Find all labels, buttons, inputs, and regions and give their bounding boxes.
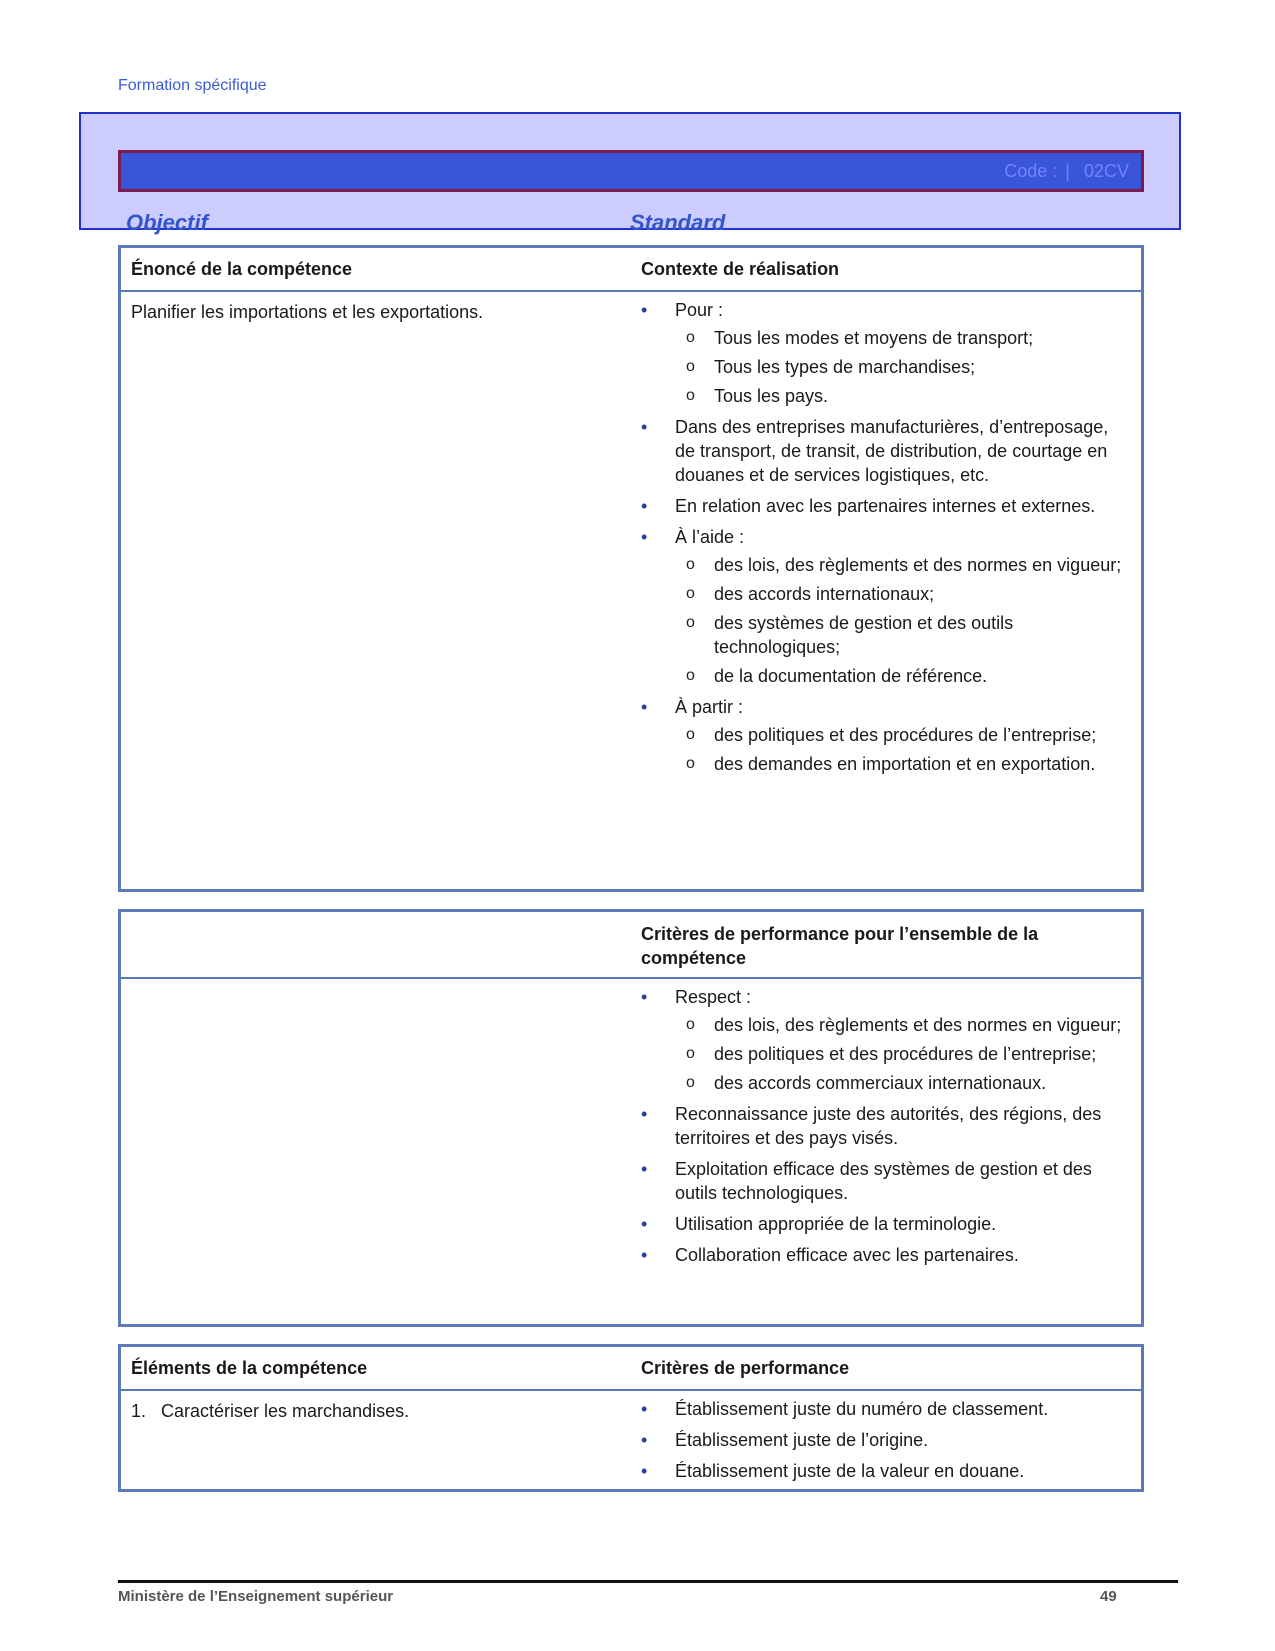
overall-criteria-header: Critères de performance pour l’ensemble de la compétence	[641, 924, 1039, 968]
list-item: o des lois, des règlements et des normes en vigueur;	[641, 1013, 1131, 1037]
table-header	[121, 248, 1141, 292]
code-bar	[118, 150, 1144, 192]
list-item: • Dans des entreprises manufacturières, d’entreposage, de transport, de transit, de distribution, de courtage en douanes et de services logistiques, etc.	[641, 415, 1131, 487]
list-item: • Collaboration efficace avec les partenaires.	[641, 1243, 1131, 1267]
list-item: o Tous les modes et moyens de transport;	[641, 326, 1131, 350]
table-header	[121, 912, 1141, 979]
list-item: o des accords commerciaux internationaux.	[641, 1071, 1131, 1095]
list-item: • Établissement juste du numéro de classement.	[641, 1397, 1131, 1421]
list-item: • À partir : o des politiques et des procédures de l’entreprise; o des demandes en importation et en exportation.	[641, 695, 1131, 776]
list-item: o des systèmes de gestion et des outils technologiques;	[641, 611, 1131, 659]
list-item: • En relation avec les partenaires internes et externes.	[641, 494, 1131, 518]
list-item: • Reconnaissance juste des autorités, des régions, des territoires et des pays visés.	[641, 1102, 1131, 1150]
competence-element: 1. Caractériser les marchandises.	[131, 1401, 410, 1421]
competence-statement: Planifier les importations et les exportations.	[131, 302, 484, 322]
overall-criteria-list	[641, 985, 1131, 1274]
context-header: Contexte de réalisation	[641, 259, 840, 279]
page-number: 49	[1100, 1588, 1117, 1605]
footer-rule	[118, 1580, 1178, 1583]
list-item: o des lois, des règlements et des normes en vigueur;	[641, 553, 1131, 577]
list-item: o des politiques et des procédures de l’entreprise;	[641, 723, 1131, 747]
competence-statement-header: Énoncé de la compétence	[131, 259, 353, 279]
running-head: Formation spécifique	[118, 77, 267, 94]
list-item: • À l’aide : o des lois, des règlements et des normes en vigueur; o des accords internationaux; o des systèmes de gestion et des outils technologiques; o de la documentation de référence.	[641, 525, 1131, 688]
list-item: o des politiques et des procédures de l’entreprise;	[641, 1042, 1131, 1066]
list-item: • Respect : o des lois, des règlements et des normes en vigueur; o des politiques et des procédures de l’entreprise; o des accords commerciaux internationaux.	[641, 985, 1131, 1095]
competence-context-table	[118, 245, 1144, 892]
footer-ministry: Ministère de l’Enseignement supérieur	[118, 1588, 394, 1605]
criteria-header: Critères de performance	[641, 1358, 850, 1378]
objective-heading: Objectif	[126, 210, 208, 235]
list-item: o des demandes en importation et en exportation.	[641, 752, 1131, 776]
code-separator: |	[1065, 160, 1070, 181]
standard-heading: Standard	[630, 210, 726, 235]
list-item: o Tous les pays.	[641, 384, 1131, 408]
table-header	[121, 1347, 1141, 1391]
context-list	[641, 298, 1131, 783]
code-label: Code :	[1004, 160, 1058, 181]
list-item: • Pour : o Tous les modes et moyens de transport; o Tous les types de marchandises; o Tous les pays.	[641, 298, 1131, 408]
list-item: o des accords internationaux;	[641, 582, 1131, 606]
list-item: • Utilisation appropriée de la terminologie.	[641, 1212, 1131, 1236]
elements-header: Éléments de la compétence	[131, 1358, 368, 1378]
list-item: • Exploitation efficace des systèmes de gestion et des outils technologiques.	[641, 1157, 1131, 1205]
list-item: o Tous les types de marchandises;	[641, 355, 1131, 379]
elements-criteria-table	[118, 1344, 1144, 1492]
list-item: o de la documentation de référence.	[641, 664, 1131, 688]
list-item: • Établissement juste de l’origine.	[641, 1428, 1131, 1452]
overall-criteria-table	[118, 909, 1144, 1327]
criteria-list	[641, 1397, 1131, 1490]
list-item: • Établissement juste de la valeur en douane.	[641, 1459, 1131, 1483]
code-value: 02CV	[1083, 160, 1129, 181]
